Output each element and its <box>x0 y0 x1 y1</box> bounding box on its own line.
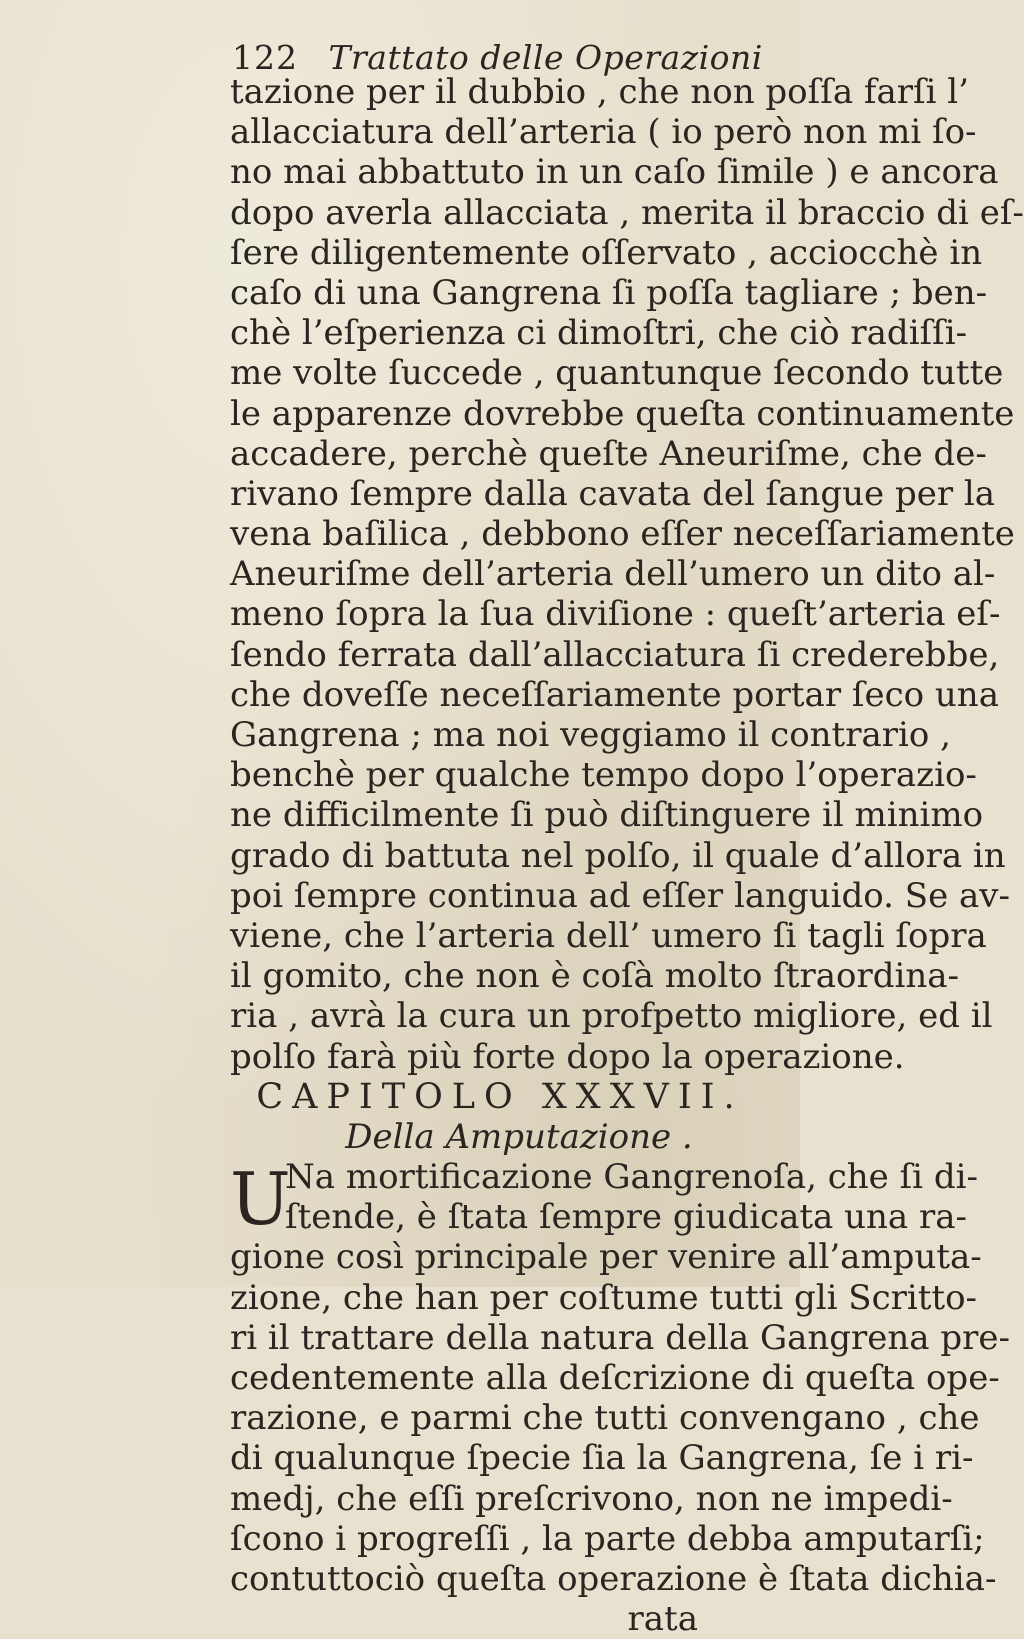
body-line: allacciatura dell’arteria ( io però non mi ſo- <box>230 112 977 153</box>
body-line: accadere, perchè queſte Aneuriſme, che de- <box>230 433 987 474</box>
body-line: benchè per qualche tempo dopo l’operazio- <box>230 755 977 796</box>
body-line: ſere diligentemente oſſervato , acciocchè in <box>230 232 983 273</box>
body-line: cedentemente alla deſcrizione di queſta ope- <box>230 1358 1000 1398</box>
chapter-title: CAPITOLO XXXVII. <box>256 1076 744 1117</box>
body-line: contuttociò queſta operazione è ſtata dichia- <box>230 1558 997 1599</box>
body-line: meno ſopra la ſua diviſione : queſt’arteria eſ- <box>230 594 1001 635</box>
body-line: ſtende, è ſtata ſempre giudicata una ra- <box>285 1197 967 1238</box>
body-line: caſo di una Gangrena ſi poſſa tagliare ; ben- <box>230 272 988 313</box>
page-number: 122 <box>232 38 298 77</box>
body-line: ſcono i progreſſi , la parte debba amputarſi; <box>230 1518 985 1559</box>
body-line: dopo averla allacciata , merita il braccio di eſ- <box>230 192 1024 233</box>
running-title: Trattato delle Operazioni <box>328 38 763 77</box>
drop-cap-letter: U <box>230 1157 291 1242</box>
body-line: ri il trattare della natura della Gangrena pre- <box>230 1317 1011 1358</box>
body-line: zione, che han per coſtume tutti gli Scritto- <box>230 1277 978 1318</box>
chapter-subtitle: Della Amputazione . <box>345 1116 693 1157</box>
body-line: che doveſſe neceſſariamente portar ſeco una <box>230 674 999 715</box>
body-line: chè l’eſperienza ci dimoſtri, che ciò radiſſi- <box>230 313 968 354</box>
body-line: vena baſilica , debbono eſſer neceſſariamente <box>230 514 1015 555</box>
body-line: di qualunque ſpecie ſia la Gangrena, ſe i ri- <box>230 1438 974 1479</box>
body-line: no mai abbattuto in un caſo ſimile ) e ancora <box>230 152 999 193</box>
body-line: ria , avrà la cura un profpetto migliore, ed il <box>230 996 993 1037</box>
body-line: ne difficilmente ſi può diſtinguere il minimo <box>230 795 984 836</box>
body-line: me volte ſuccede , quantunque ſecondo tutte <box>230 353 1004 394</box>
body-line: gione così principale per venire all’amputa- <box>230 1237 982 1278</box>
body-line: ſendo ferrata dall’allacciatura ſi crederebbe, <box>230 634 1000 675</box>
body-line: il gomito, che non è coſà molto ſtraordina- <box>230 956 960 997</box>
text-body <box>230 72 1024 1639</box>
body-line: Aneuriſme dell’arteria dell’umero un dito al- <box>230 554 996 595</box>
body-line: rivano ſempre dalla cavata del ſangue per la <box>230 473 996 514</box>
body-line: grado di battuta nel polſo, il quale d’allora in <box>230 835 1006 876</box>
body-line: poi ſempre continua ad eſſer languido. Se av- <box>230 875 1010 916</box>
body-line: tazione per il dubbio , che non poſſa farſi l’ <box>230 72 969 112</box>
body-line: le apparenze dovrebbe queſta continuamente <box>230 393 1015 434</box>
body-line: Gangrena ; ma noi veggiamo il contrario , <box>230 715 951 755</box>
body-line: medj, che eſſi preſcrivono, non ne impedi- <box>230 1478 953 1519</box>
body-line: polſo farà più forte dopo la operazione. <box>230 1036 905 1077</box>
body-line-text: Na mortificazione Gangrenoſa, che ſi di- <box>285 1157 978 1198</box>
catchword: rata <box>627 1599 698 1639</box>
body-line: viene, che l’arteria dell’ umero ſi tagli ſopra <box>230 915 987 956</box>
body-line: razione, e parmi che tutti convengano , che <box>230 1398 980 1439</box>
